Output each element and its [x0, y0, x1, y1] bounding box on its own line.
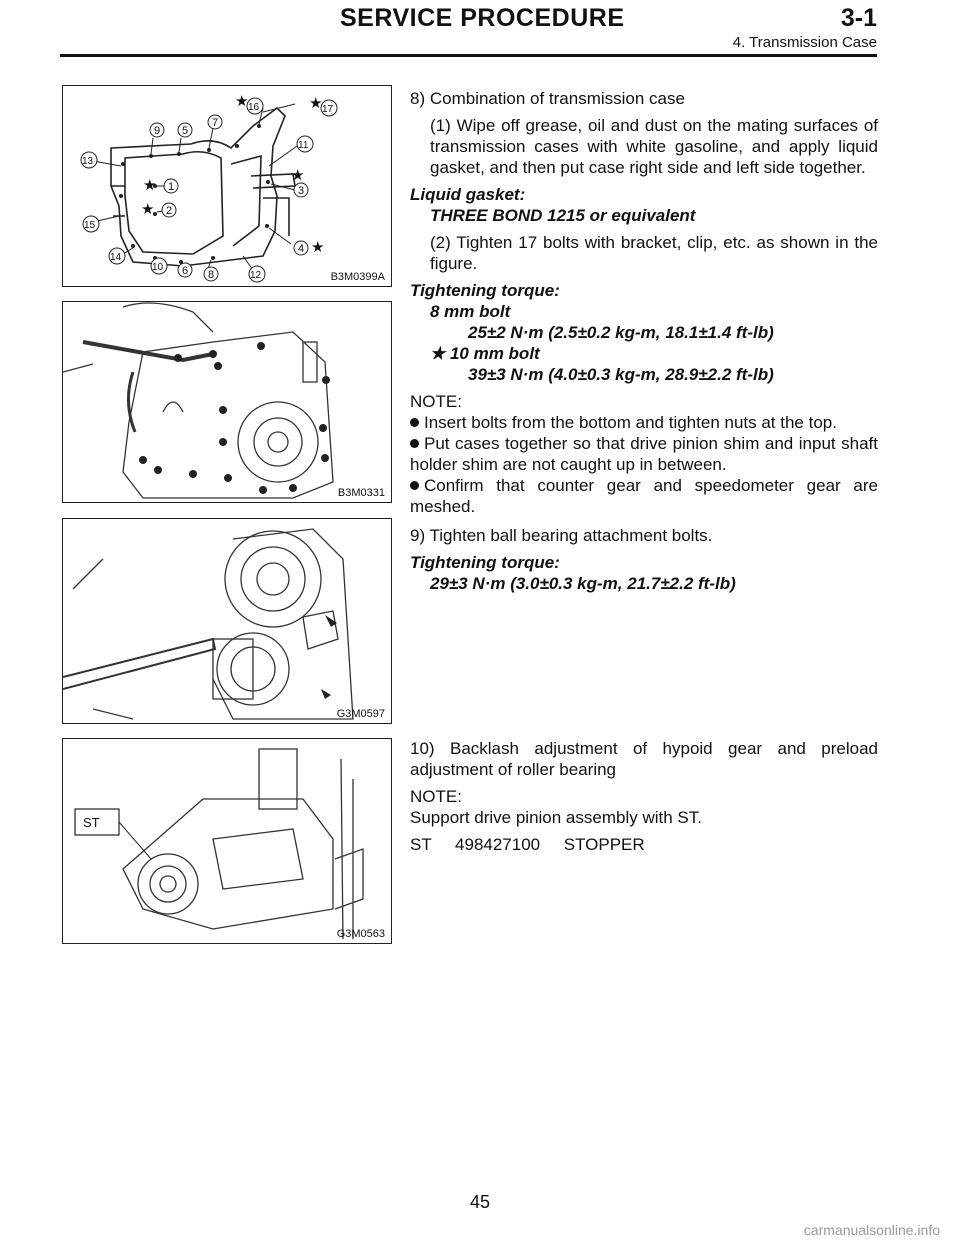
- transmission-assembly-illustration: [63, 739, 391, 943]
- step10-block: [410, 738, 878, 855]
- note-label: NOTE:: [410, 392, 462, 411]
- callout-3: 3: [298, 185, 305, 197]
- callout-17: 17: [322, 104, 334, 115]
- star-icon: ★: [143, 176, 157, 194]
- callout-10: 10: [152, 262, 164, 273]
- bolt8-value: 25±2 N·m (2.5±0.2 kg-m, 18.1±1.4 ft-lb): [468, 323, 774, 342]
- note-text: Support drive pinion assembly with ST.: [410, 808, 702, 827]
- callout-4: 4: [298, 243, 305, 255]
- step8-heading: 8) Combination of transmission case: [410, 89, 685, 108]
- section-subtitle: 4. Transmission Case: [732, 34, 877, 51]
- st-label: ST: [83, 815, 100, 830]
- gasket-value: THREE BOND 1215 or equivalent: [430, 206, 696, 225]
- callout-13: 13: [82, 156, 94, 167]
- figure-code: B3M0331: [337, 487, 385, 499]
- star-icon: ★: [141, 200, 155, 218]
- callout-8: 8: [208, 269, 215, 281]
- bullet-icon: [410, 481, 419, 490]
- torque-label: Tightening torque:: [410, 553, 560, 572]
- figure-code: G3M0597: [336, 708, 385, 720]
- star-icon: ★: [309, 94, 323, 112]
- bullet-icon: [410, 418, 419, 427]
- callout-12: 12: [250, 270, 262, 281]
- figure-code: B3M0399A: [330, 271, 385, 283]
- step9-heading: 9) Tighten ball bearing attachment bolts.: [410, 526, 713, 545]
- figure-case-bolt-diagram: [62, 85, 392, 287]
- note-item: Confirm that counter gear and speedometer gear are meshed.: [410, 476, 878, 516]
- gear-shaft-illustration: [63, 519, 391, 723]
- bolt10-label: ★ 10 mm bolt: [430, 344, 540, 363]
- figure-bolt-tightening-photo: [62, 301, 392, 503]
- header-rule: [60, 54, 877, 57]
- torque-label: Tightening torque:: [410, 281, 560, 300]
- step9-block: [410, 525, 878, 594]
- step10-heading: 10) Backlash adjustment of hypoid gear and preload adjustment of roller bearing: [410, 739, 878, 779]
- callout-16: 16: [248, 102, 260, 113]
- callout-7: 7: [212, 117, 219, 129]
- bullet-icon: [410, 439, 419, 448]
- st-line: ST 498427100 STOPPER: [410, 835, 645, 854]
- section-number: 3-1: [840, 4, 877, 32]
- step8-block: [410, 88, 878, 517]
- star-icon: ★: [291, 166, 305, 184]
- section-title: SERVICE PROCEDURE: [340, 4, 625, 32]
- footer-watermark: carmanualsonline.info: [803, 1222, 940, 1238]
- case-outline-drawing: [63, 86, 391, 286]
- callout-6: 6: [182, 265, 189, 277]
- bolt8-label: 8 mm bolt: [430, 302, 511, 321]
- page-number: 45: [469, 1192, 491, 1212]
- step8-sub2: (2) Tighten 17 bolts with bracket, clip, etc. as shown in the figure.: [430, 233, 878, 273]
- gasket-label: Liquid gasket:: [410, 185, 526, 204]
- callout-14: 14: [110, 252, 122, 263]
- callout-9: 9: [154, 125, 161, 137]
- callout-15: 15: [84, 220, 96, 231]
- callout-5: 5: [182, 125, 189, 137]
- note-item: Insert bolts from the bottom and tighten nuts at the top.: [410, 412, 878, 433]
- step8-sub1: (1) Wipe off grease, oil and dust on the mating surfaces of transmission cases with white gasoline, and apply liquid gasket, and then put case right side and left side together.: [430, 116, 878, 177]
- star-icon: ★: [311, 238, 325, 256]
- figure-ball-bearing-photo: [62, 518, 392, 724]
- note-item: Put cases together so that drive pinion shim and input shaft holder shim are not caught up in between.: [410, 434, 878, 474]
- transmission-case-illustration: [63, 302, 391, 502]
- star-icon: ★: [235, 92, 249, 110]
- figure-code: G3M0563: [336, 928, 385, 940]
- torque-value: 29±3 N·m (3.0±0.3 kg-m, 21.7±2.2 ft-lb): [430, 574, 736, 593]
- callout-11: 11: [298, 140, 309, 151]
- callout-1: 1: [168, 181, 175, 193]
- bolt10-value: 39±3 N·m (4.0±0.3 kg-m, 28.9±2.2 ft-lb): [468, 365, 774, 384]
- callout-2: 2: [166, 205, 173, 217]
- note-label: NOTE:: [410, 787, 462, 806]
- figure-stopper-photo: [62, 738, 392, 944]
